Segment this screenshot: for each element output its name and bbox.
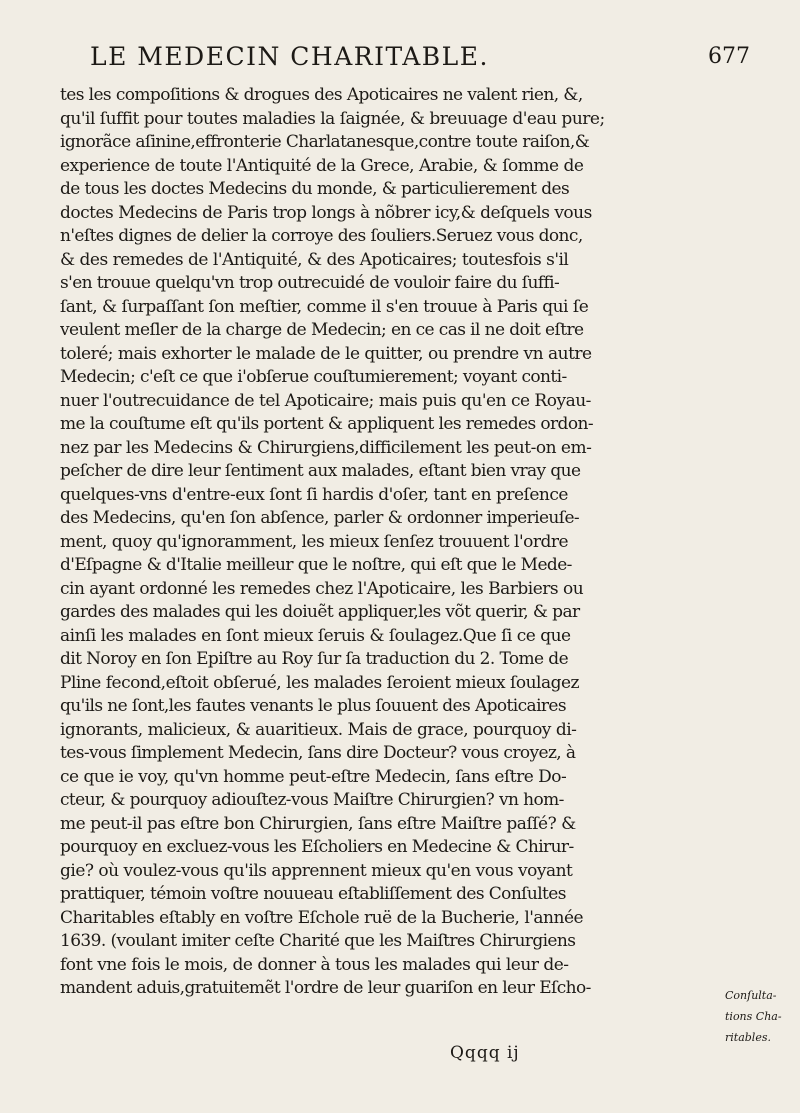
running-title: LE MEDECIN CHARITABLE. (90, 42, 489, 71)
text-line: quelques-vns d'entre-eux ſont ſi hardis d'oſer, tant en preſence (60, 484, 568, 505)
text-line: Medecin; c'eſt ce que i'obſerue couſtumierement; voyant conti- (60, 367, 567, 387)
text-line: & des remedes de l'Antiquité, & des Apoticaires; toutesfois s'il (60, 249, 569, 270)
text-line: qu'ils ne ſont,les fautes venants le plus ſouuent des Apoticaires (60, 696, 567, 716)
text-line: pourquoy en excluez-vous les Eſcholiers en Medecine & Chirur- (60, 837, 574, 857)
text-line: nuer l'outrecuidance de tel Apoticaire; mais puis qu'en ce Royau- (60, 390, 591, 411)
text-line: des Medecins, qu'en ſon abſence, parler & ordonner imperieuſe- (60, 508, 580, 528)
text-line: ainſi les malades en ſont mieux ſeruis & ſoulagez.Que ſi ce que (60, 625, 571, 646)
text-line: nez par les Medecins & Chirurgiens,difficilement les peut-on em- (60, 437, 592, 458)
text-line: me peut-il pas eſtre bon Chirurgien, ſans eſtre Maiſtre paſſé? & (60, 813, 576, 834)
text-line: de tous les doctes Medecins du monde, & particulierement des (60, 179, 570, 199)
text-line: font vne fois le mois, de donner à tous les malades qui leur de- (60, 954, 569, 975)
text-line: Pline fecond,eſtoit obſerué, les malades ſeroient mieux ſoulagez (60, 672, 579, 693)
text-line: cin ayant ordonné les remedes chez l'Apoticaire, les Barbiers ou (60, 578, 584, 599)
page-header (90, 42, 750, 76)
text-line: cteur, & pourquoy adiouſtez-vous Maiſtre Chirurgien? vn hom- (60, 790, 564, 810)
text-line: peſcher de dire leur ſentiment aux malades, eſtant bien vray que (60, 461, 581, 481)
marginal-note-line: ritables. (725, 1031, 771, 1044)
text-line: qu'il ſuffit pour toutes maladies la ſaignée, & breuuage d'eau pure; (60, 108, 605, 129)
text-line: gie? où voulez-vous qu'ils apprennent mieux qu'en vous voyant (60, 860, 573, 881)
marginal-note (725, 985, 797, 1048)
body-text (60, 84, 720, 1001)
text-line: ignorãce aſinine,effronterie Charlatanesque,contre toute raiſon,& (60, 132, 590, 152)
text-line: prattiquer, témoin voſtre nouueau eſtabliſſement des Conſultes (60, 884, 566, 904)
text-line: s'en trouue quelqu'vn trop outrecuidé de vouloir faire du ſuffi- (60, 273, 560, 293)
text-line: me la couſtume eſt qu'ils portent & appliquent les remedes ordon- (60, 414, 593, 434)
text-line: ce que ie voy, qu'vn homme peut-eſtre Medecin, ſans eſtre Do- (60, 766, 567, 787)
text-line: 1639. (voulant imiter ceſte Charité que les Maiſtres Chirurgiens (60, 931, 576, 951)
page-number: 677 (708, 44, 750, 69)
text-line: n'eſtes dignes de delier la corroye des ſouliers.Seruez vous donc, (60, 226, 583, 246)
text-line: d'Eſpagne & d'Italie meilleur que le noſtre, qui eſt que le Mede- (60, 555, 572, 575)
catchword: Qqqq ij (450, 1043, 520, 1063)
text-line: tes-vous ſimplement Medecin, ſans dire Docteur? vous croyez, à (60, 743, 576, 763)
text-line: experience de toute l'Antiquité de la Grece, Arabie, & ſomme de (60, 155, 584, 176)
text-line: toleré; mais exhorter le malade de le quitter, ou prendre vn autre (60, 343, 592, 364)
text-line: mandent aduis,gratuitemẽt l'ordre de leur guariſon en leur Eſcho- (60, 978, 591, 998)
text-line: dit Noroy en ſon Epiſtre au Roy ſur ſa traduction du 2. Tome de (60, 649, 569, 669)
text-line: ignorants, malicieux, & auaritieux. Mais de grace, pourquoy di- (60, 719, 577, 740)
marginal-note-line: Conſulta- (725, 989, 777, 1002)
text-line: veulent meſler de la charge de Medecin; en ce cas il ne doit eſtre (60, 320, 584, 340)
text-line: gardes des malades qui les doiuẽt appliquer,les võt querir, & par (60, 602, 580, 622)
text-line: Charitables eſtably en voſtre Eſchole ruë de la Bucherie, l'année (60, 907, 584, 928)
text-line: tes les compoſitions & drogues des Apoticaires ne valent rien, &, (60, 85, 583, 105)
text-line: doctes Medecins de Paris trop longs à nõbrer icy,& deſquels vous (60, 202, 592, 223)
marginal-note-line: tions Cha- (725, 1010, 782, 1023)
text-line: ſant, & ſurpaſſant ſon meſtier, comme il s'en trouue à Paris qui ſe (60, 296, 589, 317)
text-line: ment, quoy qu'ignoramment, les mieux ſenſez trouuent l'ordre (60, 531, 569, 552)
